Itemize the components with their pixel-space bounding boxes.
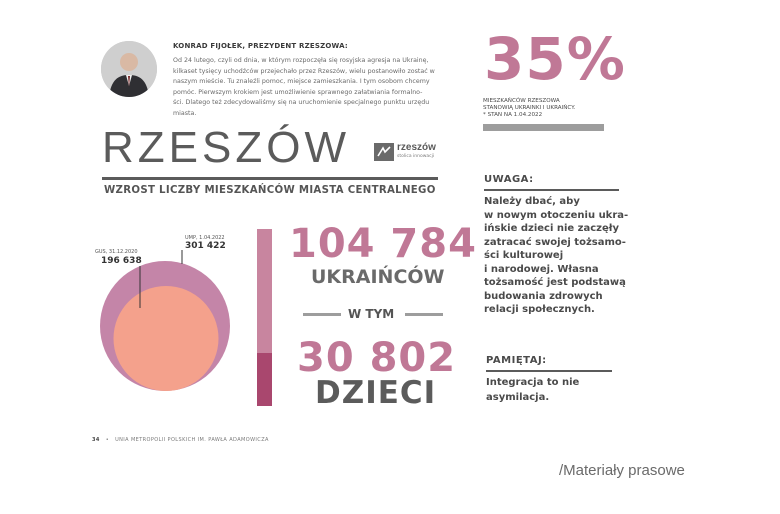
quote-line: naszym mieście. Tu znaleźli pomoc, miejsce zamieszkania. I tym osobom chcemy xyxy=(173,78,430,86)
population-chart-svg xyxy=(90,228,260,408)
label-gus-source: GUS, 31.12.2020 xyxy=(95,249,138,255)
logo-word: rzeszów xyxy=(397,142,436,153)
page-number: 34 xyxy=(92,437,100,443)
children-bar xyxy=(257,353,272,406)
percent-note xyxy=(483,98,613,119)
quote-text xyxy=(173,56,453,120)
ukrainians-bar xyxy=(257,229,272,353)
mayor-photo xyxy=(101,41,157,97)
children-number: 30 802 xyxy=(297,335,457,381)
percent-divider xyxy=(483,124,604,131)
uwaga-underline xyxy=(484,189,619,191)
label-ump-source: UMP, 1.04.2022 xyxy=(185,235,225,241)
percent-note-line: STANOWIĄ UKRAINKI I UKRAIŃCY. xyxy=(483,105,576,111)
percent-stat: 35% xyxy=(484,25,626,93)
divider-left xyxy=(303,313,341,316)
uwaga-heading: UWAGA: xyxy=(484,174,534,185)
section-subtitle: WZROST LICZBY MIESZKAŃCÓW MIASTA CENTRALNEGO xyxy=(104,185,436,196)
photo-credit: /Materiały prasowe xyxy=(559,462,685,479)
pamietaj-text: Integracja to nie asymilacja. xyxy=(486,377,580,403)
quote-line: pomóc. Pierwszym krokiem jest umożliwienie sprawnego załatwiania formalno- xyxy=(173,88,423,96)
quote-line: ści. Dlatego też zdecydowaliśmy się na uruchomienie specjalnego punktu urzędu xyxy=(173,99,430,107)
population-chart xyxy=(90,228,260,408)
divider-right xyxy=(405,313,443,316)
uwaga-text: Należy dbać, aby w nowym otoczeniu ukra- ińskie dzieci nie zaczęły zatracać swojej tożsamo- ści kulturowej i narodowej. Własna tożsamość jest podstawą budowania zdrowych relacji społecznych. xyxy=(484,196,629,315)
page-footer xyxy=(92,437,269,443)
ukrainians-number: 104 784 xyxy=(289,221,477,267)
city-logo xyxy=(374,143,438,165)
city-title: RZESZÓW xyxy=(102,123,350,172)
pamietaj-heading: PAMIĘTAJ: xyxy=(486,355,547,366)
percent-note-line: * STAN NA 1.04.2022 xyxy=(483,112,543,118)
quote-author: KONRAD FIJOŁEK, PREZYDENT RZESZOWA: xyxy=(173,42,348,50)
pamietaj-underline xyxy=(486,370,612,372)
logo-mark-icon xyxy=(374,143,394,161)
footer-text: UNIA METROPOLII POLSKICH IM. PAWŁA ADAMOWICZA xyxy=(115,437,269,443)
quote-line: miasta. xyxy=(173,109,197,117)
including-label: W TYM xyxy=(348,307,395,321)
footer-bullet: • xyxy=(105,437,110,443)
logo-subtitle: stolica innowacji xyxy=(397,154,435,159)
ukrainians-label: UKRAIŃCÓW xyxy=(311,266,445,288)
title-divider xyxy=(102,177,438,180)
children-label: DZIECI xyxy=(315,375,437,411)
percent-note-line: MIESZKAŃCÓW RZESZOWA xyxy=(483,98,560,104)
quote-line: Od 24 lutego, czyli od dnia, w którym rozpoczęła się rosyjska agresja na Ukrainę, xyxy=(173,57,429,64)
quote-line: kilkaset tysięcy uchodźców przejechało przez Rzeszów, wielu postanowiło zostać w xyxy=(173,67,435,75)
label-gus-value: 196 638 xyxy=(101,256,142,266)
label-ump-value: 301 422 xyxy=(185,241,226,251)
circle-gus-2020 xyxy=(113,286,218,391)
